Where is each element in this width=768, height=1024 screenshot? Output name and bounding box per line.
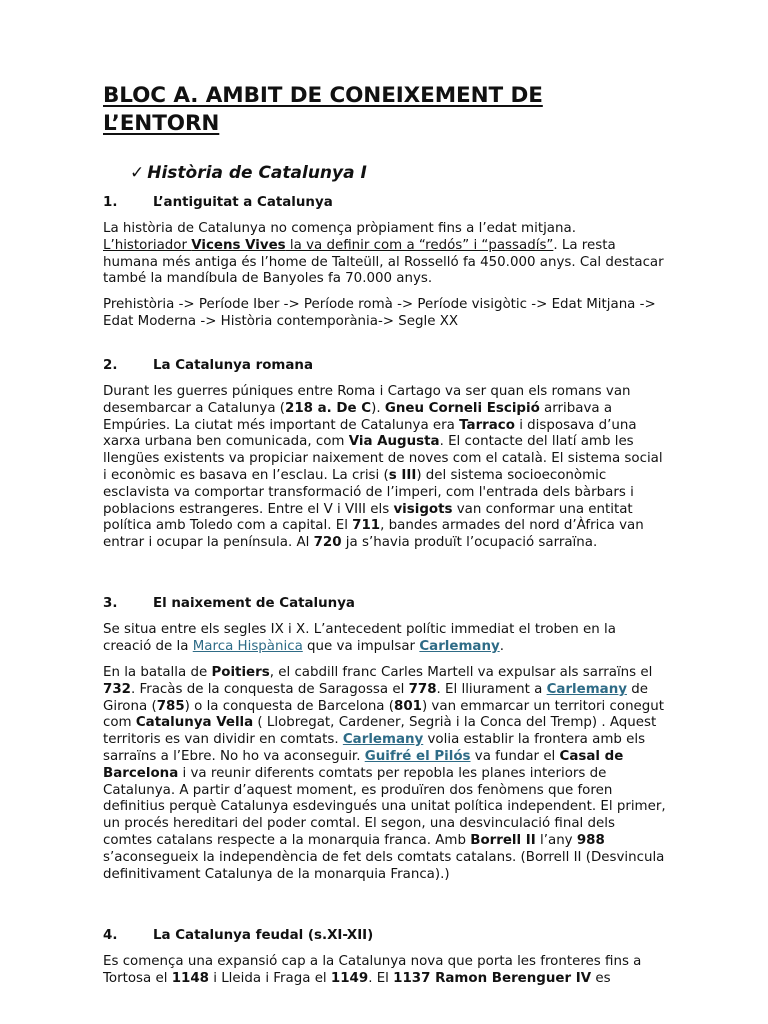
- text-run: .: [499, 638, 504, 654]
- text-run: En la batalla de: [103, 665, 212, 680]
- section-heading-text: L’antiguitat a Catalunya: [153, 195, 333, 210]
- section-heading-text: La Catalunya romana: [153, 358, 313, 373]
- bold-text: Casal de Barcelona: [103, 748, 624, 781]
- text-run: ) del sistema socioeconòmic esclavista va comportar transformació de l’imperi, com l'entrada dels bàrbars i poblacions estrangeres. Entre el V i VIII els: [103, 467, 634, 517]
- section-1-paragraph-2: Prehistòria -> Període Iber -> Període romà -> Període visigòtic -> Edat Mitjana -> Edat Moderna -> Història contemporània-> Segle XX: [103, 297, 656, 329]
- section-2-paragraph-1: [103, 384, 668, 552]
- text-run: volia establir la frontera amb els sarraïns a l’Ebre. No ho va aconseguir.: [103, 732, 646, 764]
- text-run: ).: [371, 400, 385, 416]
- section-number: 1.: [103, 195, 118, 210]
- section-3-paragraph-2: [103, 665, 668, 883]
- link-carlemany[interactable]: Carlemany: [342, 732, 424, 748]
- link-carlemany[interactable]: Carlemany: [546, 681, 627, 697]
- section-heading-1: [103, 194, 333, 211]
- text-run: . El: [368, 970, 394, 986]
- underlined-text: [103, 238, 553, 253]
- bold-text: 785: [156, 698, 185, 714]
- text-run: Es comença una expansió cap a la Catalunya nova que porta les fronteres fins a Tortosa el: [103, 954, 642, 986]
- bold-text: 1148: [171, 970, 209, 986]
- text-run: . La resta humana més antiga és l’home de Talteüll, al Rosselló fa 450.000 anys. Cal destacar també la mandíbula de Banyoles fa 70.000 anys.: [103, 237, 664, 287]
- text-run: , bandes armades del nord d’Àfrica van entrar i ocupar la península. Al: [103, 518, 644, 551]
- text-run: l’any: [535, 832, 577, 848]
- text-run: . El contacte del llatí amb les llengües existents va propiciar naixement de noves com el català. El sistema social i econòmic es basava en l’esclau. La crisi (: [103, 434, 663, 483]
- text-run: arribava a Empúries. La ciutat més important de Catalunya era: [103, 400, 613, 433]
- section-number: 4.: [103, 928, 118, 943]
- text-run: van conformar una entitat política amb Toledo com a capital. El: [103, 501, 633, 534]
- text-run: va fundar el: [470, 748, 560, 764]
- bold-name: Vicens Vives: [191, 237, 286, 253]
- bold-text: Gneu Corneli Escipió: [384, 400, 540, 416]
- subtitle: [130, 161, 367, 185]
- text-run: ja s’havia produït l’ocupació sarraïna.: [341, 535, 598, 551]
- page-title: BLOC A. AMBIT DE CONEIXEMENT DE L’ENTORN: [103, 83, 543, 136]
- check-icon: ✓: [130, 163, 145, 183]
- bold-text: s III: [388, 467, 417, 483]
- text-run: i Lleida i Fraga el: [208, 970, 331, 986]
- bold-text: Poitiers: [211, 665, 270, 680]
- bold-text: Catalunya Vella: [135, 715, 254, 731]
- link-guifre-el-pilos[interactable]: Guifré el Pilós: [364, 748, 471, 764]
- bold-text: 778: [408, 681, 437, 697]
- text-run: Durant les guerres púniques entre Roma i Cartago va ser quan els romans van desembarcar a Catalunya (: [103, 384, 631, 416]
- section-number: 3.: [103, 596, 118, 611]
- bold-text: 711: [352, 518, 381, 534]
- text-run: Se situa entre els segles IX i X. L’antecedent polític immediat el troben en la creació de la: [103, 622, 616, 654]
- section-heading-4: [103, 927, 373, 944]
- section-heading-text: El naixement de Catalunya: [153, 596, 355, 611]
- bold-text: 218 a. De C: [285, 400, 372, 416]
- link-marca-hispanica[interactable]: Marca Hispànica: [192, 638, 303, 654]
- link-carlemany[interactable]: Carlemany: [419, 638, 500, 654]
- text-run: ) van emmarcar un territori conegut com: [103, 698, 665, 731]
- text-run: , el cabdill franc Carles Martell va expulsar als sarraïns el: [269, 665, 653, 680]
- text-run: L’historiador: [103, 237, 192, 253]
- text-run: i va reunir diferents comtats per repobla les planes interiors de Catalunya. A partir d’aquest moment, es produïren dos fenòmens que foren definitius perquè Catalunya esdevingués una unitat política independent. El primer, un procés hereditari del poder comtal. El segon, una desvinculació final dels comtes catalans respecte a la monarquia franca. Amb: [103, 765, 666, 848]
- text-run: s’aconsegueix la independència de fet dels comtats catalans. (Borrell II (Desvincula definitivament Catalunya de la monarquia Franca).): [103, 849, 665, 882]
- text-run: La història de Catalunya no comença pròpiament fins a l’edat mitjana.: [103, 221, 576, 236]
- bold-text: 1137 Ramon Berenguer IV: [393, 970, 592, 986]
- section-1-paragraph-1: [103, 221, 668, 288]
- text-run: i disposava d’una xarxa urbana ben comunicada, com: [103, 417, 637, 450]
- bold-text: 801: [394, 698, 422, 714]
- text-run: . Fracàs de la conquesta de Saragossa el: [130, 681, 409, 697]
- section-heading-text: La Catalunya feudal (s.XI-XII): [153, 928, 374, 943]
- text-run: de Girona (: [103, 681, 648, 714]
- text-run: la va definir com a “redós” i “passadís”: [285, 237, 554, 253]
- bold-text: Borrell II: [470, 832, 536, 848]
- bold-text: 988: [576, 832, 605, 848]
- bold-text: 732: [103, 681, 131, 697]
- subtitle-text: Història de Catalunya I: [147, 163, 367, 183]
- text-run: ( Llobregat, Cardener, Segrià i la Conca del Tremp) . Aquest territoris es van dividir en comtats.: [103, 715, 657, 748]
- section-3-paragraph-1: [103, 622, 668, 656]
- section-4-paragraph-1: [103, 954, 668, 988]
- bold-text: 720: [313, 535, 342, 551]
- bold-text: Tarraco: [459, 417, 515, 433]
- section-heading-3: [103, 595, 355, 612]
- section-number: 2.: [103, 358, 118, 373]
- section-heading-2: [103, 357, 313, 374]
- text-run: ) o la conquesta de Barcelona (: [184, 698, 394, 714]
- text-run: que va impulsar: [302, 638, 420, 654]
- text-run: . El lliurament a: [436, 681, 547, 697]
- bold-text: 1149: [330, 970, 369, 986]
- bold-text: visigots: [393, 501, 453, 517]
- bold-text: Via Augusta: [348, 434, 440, 450]
- text-run: es: [591, 970, 611, 986]
